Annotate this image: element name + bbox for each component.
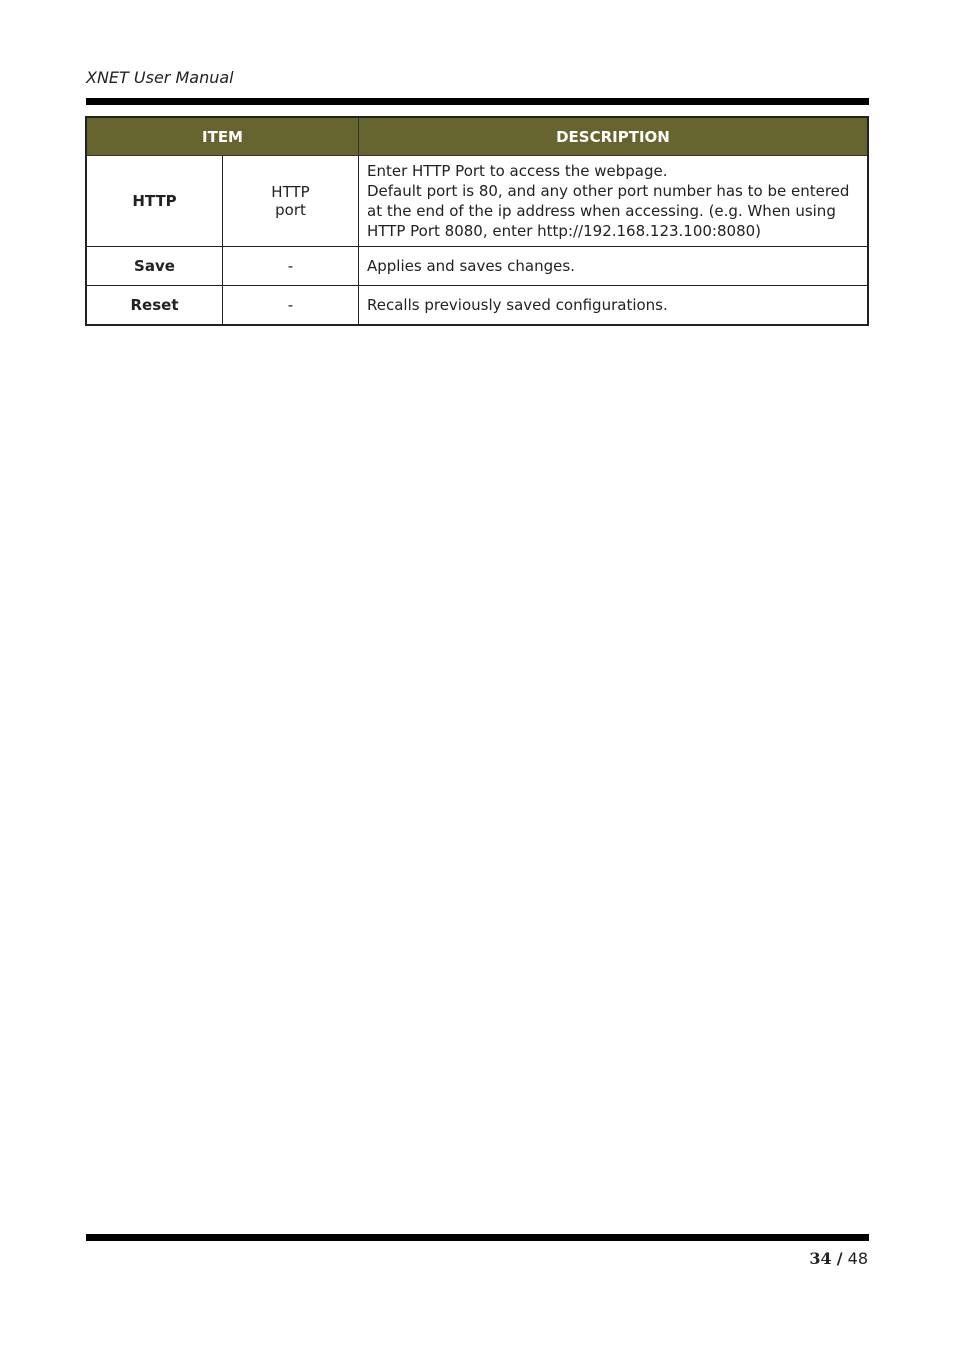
manual-title: XNET User Manual	[86, 68, 234, 87]
page-total: 48	[847, 1249, 868, 1268]
item-column-header: ITEM	[86, 117, 359, 156]
table-row	[86, 247, 868, 286]
page-current: 34	[809, 1249, 832, 1268]
header-rule	[86, 98, 869, 105]
item-sub: -	[223, 286, 359, 326]
settings-table	[85, 116, 869, 326]
item-name: Reset	[86, 286, 223, 326]
item-description	[359, 156, 869, 247]
item-name: Save	[86, 247, 223, 286]
item-name: HTTP	[86, 156, 223, 247]
item-description: Recalls previously saved configurations.	[359, 286, 869, 326]
item-sub	[223, 156, 359, 247]
item-sub: -	[223, 247, 359, 286]
table-row	[86, 156, 868, 247]
description-line: Enter HTTP Port to access the webpage.	[367, 162, 668, 180]
item-description: Applies and saves changes.	[359, 247, 869, 286]
description-column-header: DESCRIPTION	[359, 117, 869, 156]
item-sub-line: port	[275, 201, 306, 219]
item-sub-line: HTTP	[271, 183, 310, 201]
footer-rule	[86, 1234, 869, 1241]
table-row	[86, 286, 868, 326]
page-number	[809, 1249, 868, 1268]
page-separator: /	[836, 1249, 843, 1268]
description-line: Default port is 80, and any other port number has to be entered at the end of the ip address when accessing. (e.g. When using HTTP Port 8080, enter http://192.168.123.100:8080)	[367, 182, 850, 240]
